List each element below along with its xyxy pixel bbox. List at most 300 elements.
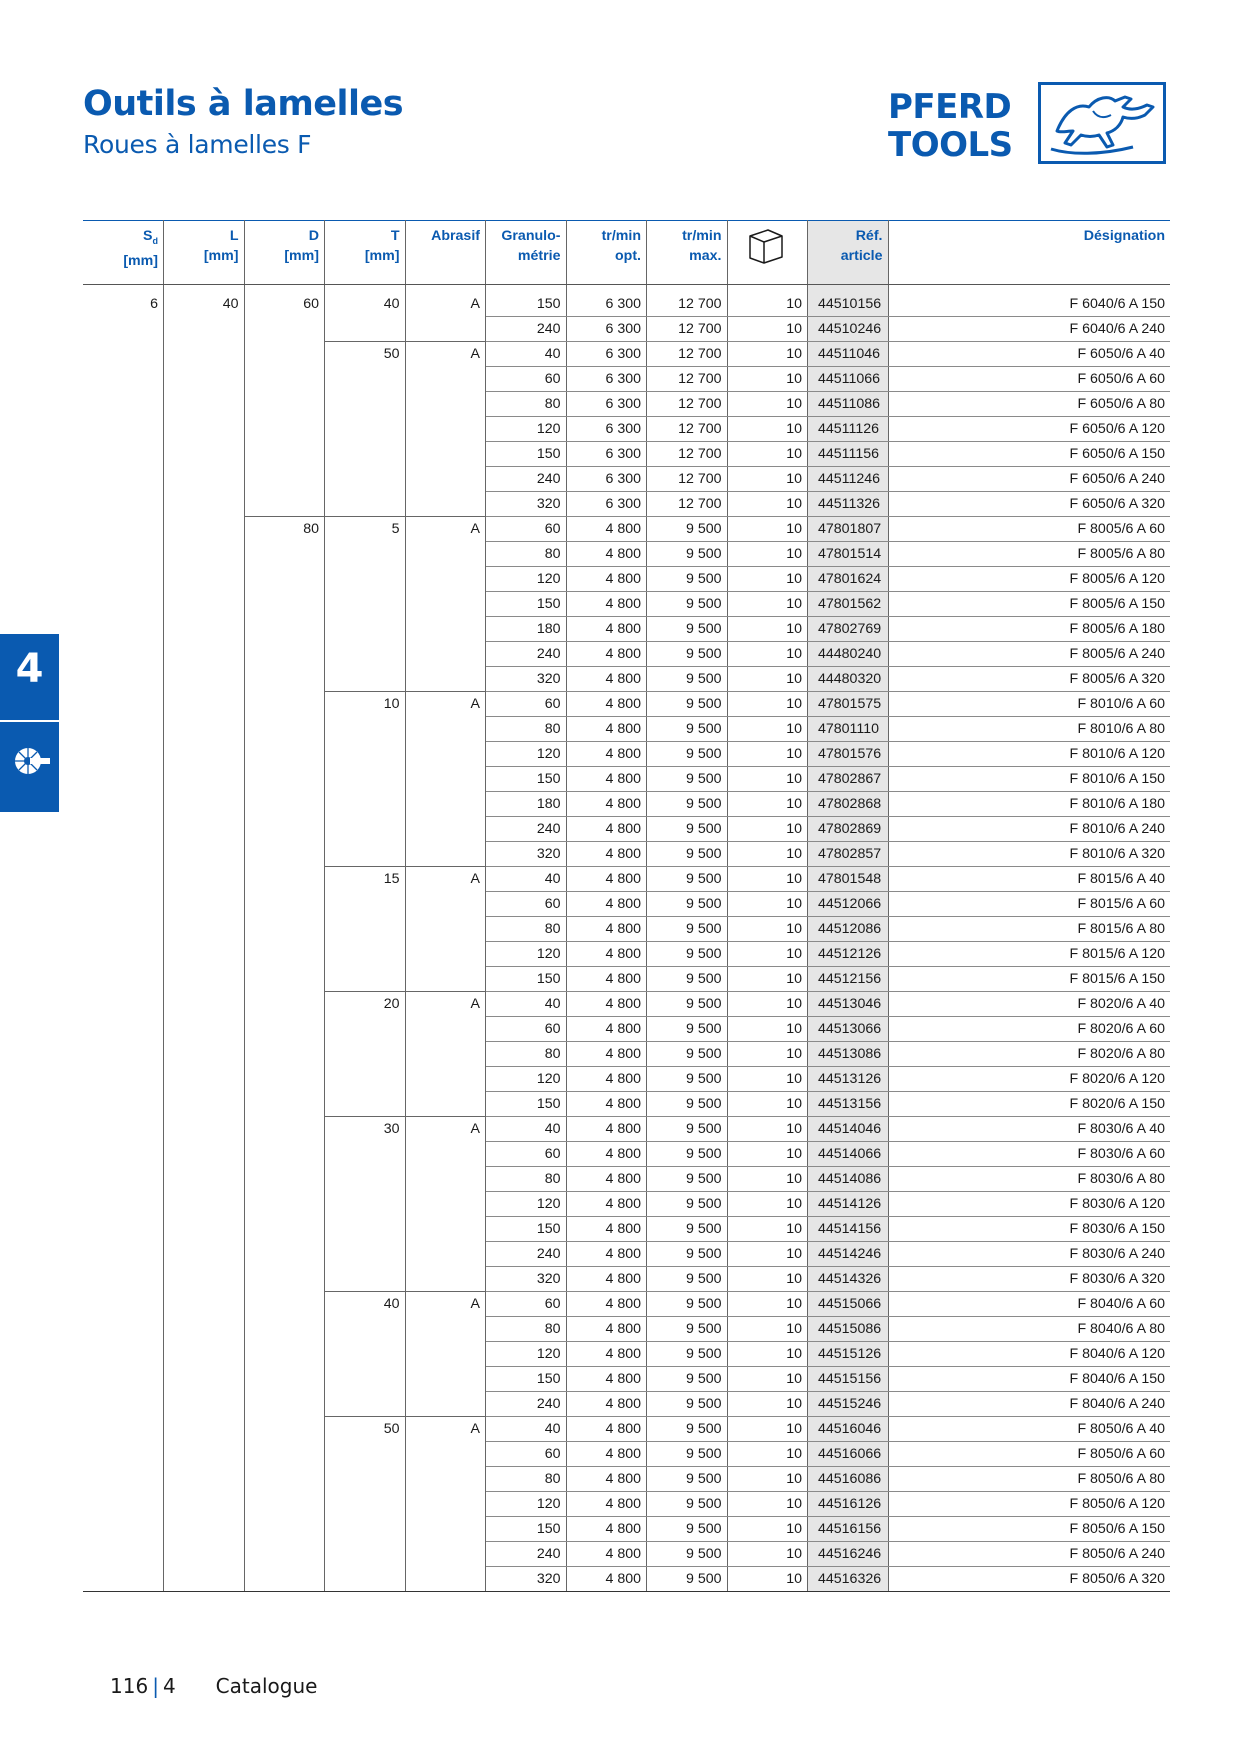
col-grit-unit: métrie xyxy=(517,248,561,264)
cell-rpm-max: 9 500 xyxy=(647,767,728,792)
cell-ref: 44512066 xyxy=(808,892,889,917)
cell-rpm-max: 9 500 xyxy=(647,942,728,967)
cell-ref: 44516326 xyxy=(808,1567,889,1592)
cell-ref: 44480320 xyxy=(808,667,889,692)
cell-ref: 44515156 xyxy=(808,1367,889,1392)
cell-ref: 44516126 xyxy=(808,1492,889,1517)
cell-grit: 240 xyxy=(486,1392,567,1417)
cell-rpm-opt: 4 800 xyxy=(566,992,647,1017)
cell-thickness: 30 xyxy=(325,1117,406,1292)
cell-pack-qty: 10 xyxy=(727,1042,808,1067)
cell-pack-qty: 10 xyxy=(727,517,808,542)
cell-pack-qty: 10 xyxy=(727,692,808,717)
cell-ref: 44511126 xyxy=(808,417,889,442)
cell-rpm-max: 12 700 xyxy=(647,367,728,392)
cell-rpm-max: 9 500 xyxy=(647,1442,728,1467)
col-sd-label: $S_d$ xyxy=(143,228,158,246)
cell-designation: F 8030/6 A 40 xyxy=(888,1117,1170,1142)
cell-rpm-opt: 4 800 xyxy=(566,642,647,667)
cell-grit: 80 xyxy=(486,1167,567,1192)
col-length-label: L xyxy=(229,228,239,244)
cell-designation: F 8010/6 A 80 xyxy=(888,717,1170,742)
cell-grit: 60 xyxy=(486,1017,567,1042)
cell-abrasive: A xyxy=(405,292,486,342)
cell-rpm-max: 9 500 xyxy=(647,1242,728,1267)
cell-designation: F 8015/6 A 80 xyxy=(888,917,1170,942)
cell-grit: 240 xyxy=(486,1242,567,1267)
cell-designation: F 8030/6 A 80 xyxy=(888,1167,1170,1192)
cell-pack-qty: 10 xyxy=(727,317,808,342)
cell-ref: 44516156 xyxy=(808,1517,889,1542)
cell-rpm-opt: 4 800 xyxy=(566,1417,647,1442)
cell-ref: 47801514 xyxy=(808,542,889,567)
col-rpm-opt-label: tr/min xyxy=(601,228,641,244)
cell-rpm-max: 9 500 xyxy=(647,542,728,567)
cell-pack-qty: 10 xyxy=(727,1092,808,1117)
cell-grit: 150 xyxy=(486,442,567,467)
col-pack-header xyxy=(727,221,808,285)
cell-grit: 120 xyxy=(486,742,567,767)
cell-rpm-opt: 4 800 xyxy=(566,1242,647,1267)
cell-grit: 60 xyxy=(486,892,567,917)
cell-pack-qty: 10 xyxy=(727,1067,808,1092)
col-sd-header xyxy=(83,221,164,285)
cell-pack-qty: 10 xyxy=(727,1317,808,1342)
cell-designation: F 8030/6 A 320 xyxy=(888,1267,1170,1292)
cell-designation: F 8020/6 A 40 xyxy=(888,992,1170,1017)
cell-rpm-max: 9 500 xyxy=(647,1042,728,1067)
cell-rpm-max: 9 500 xyxy=(647,1142,728,1167)
cell-pack-qty: 10 xyxy=(727,1017,808,1042)
cell-rpm-opt: 4 800 xyxy=(566,1492,647,1517)
footer-chapter: 4 xyxy=(162,1674,176,1698)
cell-rpm-max: 12 700 xyxy=(647,317,728,342)
cell-ref: 47801575 xyxy=(808,692,889,717)
cell-ref: 44515086 xyxy=(808,1317,889,1342)
cell-designation: F 6040/6 A 240 xyxy=(888,317,1170,342)
cell-rpm-max: 12 700 xyxy=(647,392,728,417)
cell-rpm-opt: 4 800 xyxy=(566,792,647,817)
cell-sd: 6 xyxy=(83,292,164,1592)
cell-rpm-max: 9 500 xyxy=(647,992,728,1017)
cell-grit: 320 xyxy=(486,842,567,867)
cell-grit: 240 xyxy=(486,467,567,492)
cell-rpm-max: 12 700 xyxy=(647,442,728,467)
cell-ref: 44511326 xyxy=(808,492,889,517)
cell-designation: F 8015/6 A 150 xyxy=(888,967,1170,992)
cell-ref: 44514086 xyxy=(808,1167,889,1192)
cell-grit: 120 xyxy=(486,417,567,442)
cell-thickness: 40 xyxy=(325,292,406,342)
cell-pack-qty: 10 xyxy=(727,867,808,892)
cell-pack-qty: 10 xyxy=(727,717,808,742)
cell-designation: F 8050/6 A 150 xyxy=(888,1517,1170,1542)
cell-pack-qty: 10 xyxy=(727,1442,808,1467)
cell-rpm-max: 9 500 xyxy=(647,617,728,642)
cell-grit: 40 xyxy=(486,342,567,367)
cell-rpm-opt: 6 300 xyxy=(566,317,647,342)
cell-rpm-opt: 6 300 xyxy=(566,417,647,442)
cell-grit: 320 xyxy=(486,667,567,692)
cell-rpm-opt: 4 800 xyxy=(566,592,647,617)
cell-rpm-opt: 4 800 xyxy=(566,967,647,992)
cell-abrasive: A xyxy=(405,1117,486,1292)
cell-designation: F 8010/6 A 320 xyxy=(888,842,1170,867)
cell-ref: 47801548 xyxy=(808,867,889,892)
cell-grit: 80 xyxy=(486,1467,567,1492)
cell-grit: 80 xyxy=(486,717,567,742)
cell-pack-qty: 10 xyxy=(727,667,808,692)
cell-rpm-opt: 4 800 xyxy=(566,1042,647,1067)
cell-ref: 44516066 xyxy=(808,1442,889,1467)
cell-pack-qty: 10 xyxy=(727,1217,808,1242)
horse-logo-icon xyxy=(1038,82,1166,164)
cell-ref: 47802857 xyxy=(808,842,889,867)
cell-pack-qty: 10 xyxy=(727,967,808,992)
cell-ref: 47801576 xyxy=(808,742,889,767)
side-tab-divider xyxy=(0,720,59,722)
cell-rpm-opt: 4 800 xyxy=(566,817,647,842)
cell-rpm-max: 9 500 xyxy=(647,1342,728,1367)
cell-designation: F 8015/6 A 120 xyxy=(888,942,1170,967)
cell-abrasive: A xyxy=(405,867,486,992)
cell-pack-qty: 10 xyxy=(727,342,808,367)
cell-pack-qty: 10 xyxy=(727,1392,808,1417)
page-number: 116 xyxy=(110,1674,149,1698)
cell-rpm-max: 9 500 xyxy=(647,842,728,867)
cell-ref: 47801807 xyxy=(808,517,889,542)
cell-rpm-max: 9 500 xyxy=(647,1317,728,1342)
cell-rpm-opt: 4 800 xyxy=(566,742,647,767)
col-rpm-opt-header xyxy=(566,221,647,285)
cell-grit: 80 xyxy=(486,542,567,567)
col-rpm-opt-unit: opt. xyxy=(615,248,641,264)
col-length-unit: [mm] xyxy=(203,248,239,264)
cell-ref: 44512086 xyxy=(808,917,889,942)
cell-thickness: 50 xyxy=(325,1417,406,1592)
logo-text: PFERD TOOLS xyxy=(888,87,1013,165)
cell-rpm-opt: 4 800 xyxy=(566,1342,647,1367)
cell-ref: 44480240 xyxy=(808,642,889,667)
cell-designation: F 8010/6 A 150 xyxy=(888,767,1170,792)
cell-rpm-max: 9 500 xyxy=(647,867,728,892)
cell-thickness: 5 xyxy=(325,517,406,692)
cell-designation: F 6040/6 A 150 xyxy=(888,292,1170,317)
cell-designation: F 8010/6 A 120 xyxy=(888,742,1170,767)
cell-pack-qty: 10 xyxy=(727,1117,808,1142)
cell-rpm-max: 12 700 xyxy=(647,292,728,317)
cell-rpm-max: 9 500 xyxy=(647,1517,728,1542)
cell-rpm-max: 9 500 xyxy=(647,1392,728,1417)
cell-ref: 44511246 xyxy=(808,467,889,492)
cell-thickness: 40 xyxy=(325,1292,406,1417)
cell-ref: 44514066 xyxy=(808,1142,889,1167)
cell-grit: 240 xyxy=(486,317,567,342)
cell-grit: 180 xyxy=(486,617,567,642)
cell-grit: 120 xyxy=(486,567,567,592)
cell-ref: 44515126 xyxy=(808,1342,889,1367)
cell-rpm-opt: 6 300 xyxy=(566,492,647,517)
cell-rpm-opt: 4 800 xyxy=(566,542,647,567)
cell-designation: F 8050/6 A 60 xyxy=(888,1442,1170,1467)
cell-rpm-max: 12 700 xyxy=(647,467,728,492)
cell-thickness: 10 xyxy=(325,692,406,867)
cell-designation: F 8005/6 A 320 xyxy=(888,667,1170,692)
cell-rpm-max: 9 500 xyxy=(647,1067,728,1092)
cell-designation: F 6050/6 A 80 xyxy=(888,392,1170,417)
cell-pack-qty: 10 xyxy=(727,817,808,842)
cell-rpm-opt: 6 300 xyxy=(566,467,647,492)
cell-pack-qty: 10 xyxy=(727,767,808,792)
cell-abrasive: A xyxy=(405,342,486,517)
cell-grit: 150 xyxy=(486,967,567,992)
cell-abrasive: A xyxy=(405,992,486,1117)
cell-grit: 40 xyxy=(486,1117,567,1142)
cell-grit: 60 xyxy=(486,1142,567,1167)
cell-pack-qty: 10 xyxy=(727,942,808,967)
cell-ref: 44511086 xyxy=(808,392,889,417)
cell-diameter: 60 xyxy=(244,292,325,517)
cell-rpm-max: 9 500 xyxy=(647,1292,728,1317)
cell-designation: F 8005/6 A 180 xyxy=(888,617,1170,642)
col-ref-label: Réf. xyxy=(855,228,883,244)
cell-designation: F 8020/6 A 150 xyxy=(888,1092,1170,1117)
col-ref-header xyxy=(808,221,889,285)
cell-rpm-max: 9 500 xyxy=(647,1217,728,1242)
cell-pack-qty: 10 xyxy=(727,1167,808,1192)
cell-rpm-opt: 4 800 xyxy=(566,667,647,692)
col-designation-header xyxy=(888,221,1170,285)
cell-pack-qty: 10 xyxy=(727,1342,808,1367)
cell-grit: 40 xyxy=(486,867,567,892)
cell-rpm-opt: 6 300 xyxy=(566,367,647,392)
cell-rpm-max: 9 500 xyxy=(647,567,728,592)
cell-rpm-max: 9 500 xyxy=(647,1492,728,1517)
cell-rpm-opt: 4 800 xyxy=(566,567,647,592)
cell-rpm-opt: 4 800 xyxy=(566,692,647,717)
cell-ref: 47802868 xyxy=(808,792,889,817)
col-sd-unit: [mm] xyxy=(123,252,158,269)
col-grit-header xyxy=(486,221,567,285)
cell-pack-qty: 10 xyxy=(727,467,808,492)
cell-pack-qty: 10 xyxy=(727,917,808,942)
cell-length: 40 xyxy=(164,292,245,1592)
cell-pack-qty: 10 xyxy=(727,1492,808,1517)
cell-designation: F 8010/6 A 240 xyxy=(888,817,1170,842)
cell-rpm-opt: 4 800 xyxy=(566,517,647,542)
cell-rpm-opt: 4 800 xyxy=(566,1567,647,1592)
cell-pack-qty: 10 xyxy=(727,1467,808,1492)
col-rpm-max-label: tr/min xyxy=(682,228,722,244)
cell-rpm-opt: 4 800 xyxy=(566,917,647,942)
cell-grit: 80 xyxy=(486,1042,567,1067)
cell-grit: 120 xyxy=(486,1342,567,1367)
cell-designation: F 8040/6 A 150 xyxy=(888,1367,1170,1392)
cell-rpm-max: 9 500 xyxy=(647,817,728,842)
chapter-side-tab[interactable] xyxy=(0,634,59,812)
cell-ref: 44511156 xyxy=(808,442,889,467)
cell-rpm-opt: 4 800 xyxy=(566,1142,647,1167)
cell-ref: 44513046 xyxy=(808,992,889,1017)
col-diameter-label: D xyxy=(308,228,319,244)
cell-rpm-max: 9 500 xyxy=(647,667,728,692)
cell-designation: F 8010/6 A 60 xyxy=(888,692,1170,717)
cell-rpm-opt: 4 800 xyxy=(566,717,647,742)
cell-designation: F 8005/6 A 240 xyxy=(888,642,1170,667)
cell-designation: F 8030/6 A 240 xyxy=(888,1242,1170,1267)
cell-grit: 150 xyxy=(486,767,567,792)
cell-grit: 240 xyxy=(486,817,567,842)
cell-designation: F 6050/6 A 320 xyxy=(888,492,1170,517)
cell-ref: 47802867 xyxy=(808,767,889,792)
cell-pack-qty: 10 xyxy=(727,417,808,442)
cell-rpm-opt: 4 800 xyxy=(566,617,647,642)
cell-designation: F 8015/6 A 40 xyxy=(888,867,1170,892)
cell-grit: 120 xyxy=(486,1492,567,1517)
cell-designation: F 8005/6 A 60 xyxy=(888,517,1170,542)
cell-ref: 44512126 xyxy=(808,942,889,967)
cell-thickness: 15 xyxy=(325,867,406,992)
cell-designation: F 6050/6 A 60 xyxy=(888,367,1170,392)
cell-grit: 60 xyxy=(486,1292,567,1317)
col-abrasive-header xyxy=(405,221,486,285)
cell-ref: 44514126 xyxy=(808,1192,889,1217)
cell-grit: 240 xyxy=(486,642,567,667)
cell-rpm-max: 9 500 xyxy=(647,1267,728,1292)
cell-pack-qty: 10 xyxy=(727,442,808,467)
cell-pack-qty: 10 xyxy=(727,567,808,592)
cell-pack-qty: 10 xyxy=(727,292,808,317)
cell-pack-qty: 10 xyxy=(727,1567,808,1592)
cell-ref: 44515066 xyxy=(808,1292,889,1317)
cell-rpm-max: 12 700 xyxy=(647,342,728,367)
cell-ref: 44514046 xyxy=(808,1117,889,1142)
page-subtitle: Roues à lamelles F xyxy=(83,130,312,159)
package-box-icon xyxy=(746,252,786,268)
cell-rpm-opt: 4 800 xyxy=(566,842,647,867)
cell-pack-qty: 10 xyxy=(727,592,808,617)
cell-ref: 47802869 xyxy=(808,817,889,842)
cell-rpm-max: 9 500 xyxy=(647,967,728,992)
cell-ref: 44515246 xyxy=(808,1392,889,1417)
col-thickness-label: T xyxy=(390,228,400,244)
cell-rpm-opt: 4 800 xyxy=(566,1392,647,1417)
page-footer xyxy=(110,1674,317,1698)
cell-pack-qty: 10 xyxy=(727,1267,808,1292)
cell-ref: 44513126 xyxy=(808,1067,889,1092)
cell-pack-qty: 10 xyxy=(727,1242,808,1267)
cell-rpm-max: 9 500 xyxy=(647,1192,728,1217)
cell-designation: F 6050/6 A 40 xyxy=(888,342,1170,367)
footer-separator: | xyxy=(152,1674,159,1698)
cell-grit: 180 xyxy=(486,792,567,817)
cell-pack-qty: 10 xyxy=(727,392,808,417)
cell-grit: 120 xyxy=(486,1067,567,1092)
cell-designation: F 8005/6 A 80 xyxy=(888,542,1170,567)
cell-abrasive: A xyxy=(405,517,486,692)
cell-designation: F 8030/6 A 150 xyxy=(888,1217,1170,1242)
cell-designation: F 8040/6 A 120 xyxy=(888,1342,1170,1367)
col-designation-label: Désignation xyxy=(1083,228,1165,244)
cell-grit: 150 xyxy=(486,1092,567,1117)
cell-grit: 320 xyxy=(486,1567,567,1592)
cell-ref: 44516086 xyxy=(808,1467,889,1492)
cell-pack-qty: 10 xyxy=(727,542,808,567)
cell-abrasive: A xyxy=(405,692,486,867)
cell-rpm-max: 9 500 xyxy=(647,1542,728,1567)
cell-ref: 44514156 xyxy=(808,1217,889,1242)
cell-pack-qty: 10 xyxy=(727,1417,808,1442)
table-row xyxy=(83,292,1170,317)
cell-grit: 240 xyxy=(486,1542,567,1567)
col-diameter-header xyxy=(244,221,325,285)
cell-rpm-max: 9 500 xyxy=(647,1167,728,1192)
cell-rpm-opt: 6 300 xyxy=(566,442,647,467)
cell-rpm-opt: 4 800 xyxy=(566,1467,647,1492)
cell-grit: 150 xyxy=(486,1217,567,1242)
cell-rpm-opt: 4 800 xyxy=(566,1442,647,1467)
cell-designation: F 8015/6 A 60 xyxy=(888,892,1170,917)
cell-abrasive: A xyxy=(405,1292,486,1417)
cell-designation: F 6050/6 A 120 xyxy=(888,417,1170,442)
cell-ref: 44511046 xyxy=(808,342,889,367)
cell-rpm-max: 9 500 xyxy=(647,517,728,542)
cell-pack-qty: 10 xyxy=(727,617,808,642)
cell-rpm-max: 12 700 xyxy=(647,492,728,517)
table-row xyxy=(83,517,1170,542)
cell-pack-qty: 10 xyxy=(727,842,808,867)
cell-designation: F 8040/6 A 80 xyxy=(888,1317,1170,1342)
cell-rpm-opt: 4 800 xyxy=(566,892,647,917)
cell-rpm-max: 9 500 xyxy=(647,1567,728,1592)
cell-rpm-opt: 4 800 xyxy=(566,1192,647,1217)
cell-designation: F 8020/6 A 60 xyxy=(888,1017,1170,1042)
cell-designation: F 8050/6 A 120 xyxy=(888,1492,1170,1517)
cell-pack-qty: 10 xyxy=(727,792,808,817)
cell-designation: F 8040/6 A 60 xyxy=(888,1292,1170,1317)
col-rpm-max-unit: max. xyxy=(689,248,722,264)
cell-rpm-max: 9 500 xyxy=(647,1417,728,1442)
cell-ref: 44513066 xyxy=(808,1017,889,1042)
cell-rpm-opt: 6 300 xyxy=(566,392,647,417)
cell-rpm-max: 9 500 xyxy=(647,642,728,667)
cell-designation: F 6050/6 A 150 xyxy=(888,442,1170,467)
table-body xyxy=(83,285,1170,1592)
cell-ref: 47802769 xyxy=(808,617,889,642)
cell-pack-qty: 10 xyxy=(727,742,808,767)
cell-rpm-max: 9 500 xyxy=(647,692,728,717)
cell-pack-qty: 10 xyxy=(727,1367,808,1392)
pferd-tools-logo xyxy=(888,82,1171,168)
cell-ref: 44510246 xyxy=(808,317,889,342)
cell-ref: 44513156 xyxy=(808,1092,889,1117)
cell-rpm-max: 9 500 xyxy=(647,1367,728,1392)
cell-pack-qty: 10 xyxy=(727,892,808,917)
cell-grit: 60 xyxy=(486,367,567,392)
cell-rpm-max: 12 700 xyxy=(647,417,728,442)
cell-designation: F 8050/6 A 240 xyxy=(888,1542,1170,1567)
cell-grit: 40 xyxy=(486,992,567,1017)
cell-pack-qty: 10 xyxy=(727,367,808,392)
cell-pack-qty: 10 xyxy=(727,1192,808,1217)
cell-grit: 120 xyxy=(486,1192,567,1217)
cell-grit: 320 xyxy=(486,492,567,517)
col-abrasive-label: Abrasif xyxy=(431,228,480,244)
cell-pack-qty: 10 xyxy=(727,1142,808,1167)
cell-rpm-opt: 4 800 xyxy=(566,1517,647,1542)
col-rpm-max-header xyxy=(647,221,728,285)
cell-designation: F 6050/6 A 240 xyxy=(888,467,1170,492)
